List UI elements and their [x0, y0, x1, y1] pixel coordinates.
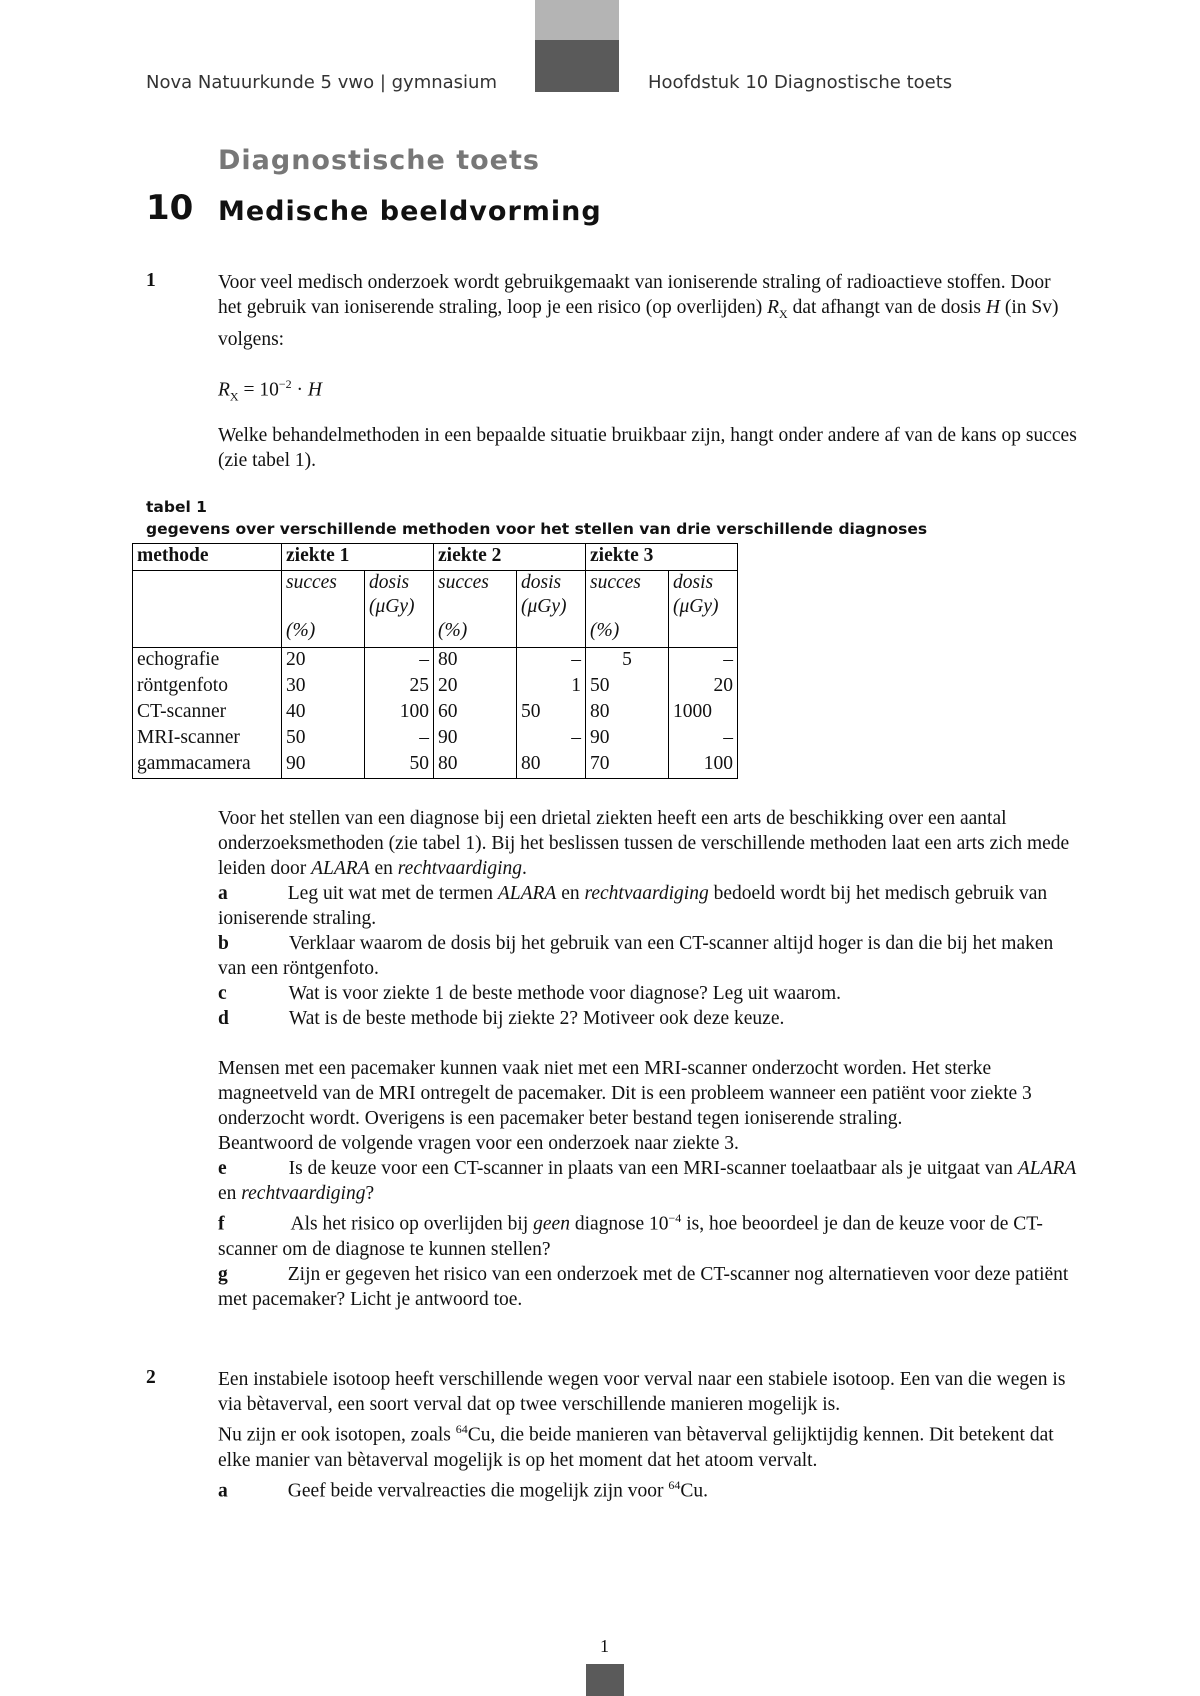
page-number: 1: [600, 1636, 609, 1656]
table-label: tabel 1: [146, 498, 207, 516]
cell-dose: –: [365, 726, 434, 752]
chapter-number: 10: [146, 188, 194, 228]
cell-method: röntgenfoto: [133, 674, 282, 700]
question-number-2: 2: [146, 1367, 156, 1388]
cell-dose: –: [669, 648, 738, 675]
subquestion-d: d Wat is de beste methode bij ziekte 2? Motiveer ook deze keuze.: [218, 1008, 785, 1029]
subquestion-2a: a Geef beide vervalreacties die mogelijk zijn voor $^{64}$Cu.: [218, 1477, 709, 1501]
cell-success: 80: [434, 648, 517, 675]
cell-dose: –: [517, 726, 586, 752]
col-disease-1: ziekte 1: [282, 544, 434, 571]
page-title: Medische beeldvorming: [218, 196, 602, 227]
subheader-success-1: succes (%): [282, 571, 365, 648]
page-subtitle: Diagnostische toets: [218, 145, 540, 176]
methods-table: [132, 543, 738, 779]
paragraph-pacemaker: Mensen met een pacemaker kunnen vaak niet met een MRI-scanner onderzocht worden. Het sterke magneetveld van de MRI ontregelt de pacemaker. Dit is een probleem wanneer een patiënt voor ziekte 3 onderzocht wordt. Overigens is een pacemaker beter bestand tegen ioniserende straling.: [218, 1058, 1032, 1129]
cell-dose: 80: [517, 752, 586, 779]
question-number-1: 1: [146, 270, 156, 291]
col-method: methode: [133, 544, 282, 571]
cell-success: 40: [282, 700, 365, 726]
subheader-success-2: succes (%): [434, 571, 517, 648]
risk-formula: $R_X = 10^{-2} \cdot H$: [218, 377, 322, 404]
table-row: [133, 700, 738, 726]
paragraph-instruction: Beantwoord de volgende vragen voor een onderzoek naar ziekte 3.: [218, 1133, 739, 1154]
cell-dose: 1000: [669, 700, 738, 726]
header-tab-light: [535, 0, 619, 40]
table-header-row: [133, 544, 738, 571]
header-tab-dark: [535, 40, 619, 92]
cell-success: 5: [586, 648, 669, 675]
paragraph-alara: Voor het stellen van een diagnose bij een drietal ziekten heeft een arts de beschikking over een aantal onderzoeksmethoden (zie tabel 1). Bij het beslissen tussen de verschillende methoden laat een arts zich mede leiden door ALARA en rechtvaardiging.: [218, 808, 1070, 879]
paragraph-copper: Nu zijn er ook isotopen, zoals $^{64}$Cu, die beide manieren van bètaverval gelijktijdig kennen. Dit betekent dat elke manier van bètaverval mogelijk is op het moment dat het atoom vervalt.: [218, 1422, 1054, 1471]
table-subheader-row: [133, 571, 738, 648]
cell-dose: 1: [517, 674, 586, 700]
cell-success: 90: [434, 726, 517, 752]
cell-dose: 50: [365, 752, 434, 779]
subquestion-a: a Leg uit wat met de termen ALARA en rechtvaardiging bedoeld wordt bij het medisch gebruik van ioniserende straling.: [218, 883, 1048, 929]
cell-method: gammacamera: [133, 752, 282, 779]
cell-success: 90: [282, 752, 365, 779]
subheader-empty: [133, 571, 282, 648]
table-caption: [146, 496, 927, 540]
subheader-dose-1: dosis (μGy): [365, 571, 434, 648]
cell-success: 90: [586, 726, 669, 752]
question-1-intro: Voor veel medisch onderzoek wordt gebruikgemaakt van ioniserende straling of radioactieve stoffen. Door het gebruik van ioniserende straling, loop je een risico (op overlijden) $R_X$ dat afhangt van de dosis H (in Sv) volgens:: [218, 272, 1059, 350]
cell-method: MRI-scanner: [133, 726, 282, 752]
header-book-title: Nova Natuurkunde 5 vwo | gymnasium: [146, 72, 497, 93]
cell-success: 20: [434, 674, 517, 700]
cell-success: 60: [434, 700, 517, 726]
cell-method: echografie: [133, 648, 282, 675]
cell-success: 80: [434, 752, 517, 779]
cell-dose: –: [669, 726, 738, 752]
cell-success: 80: [586, 700, 669, 726]
footer-tab: [586, 1664, 624, 1696]
cell-dose: 50: [517, 700, 586, 726]
cell-method: CT-scanner: [133, 700, 282, 726]
table-description: gegevens over verschillende methoden voor het stellen van drie verschillende diagnoses: [146, 520, 928, 538]
cell-dose: –: [517, 648, 586, 675]
table-row: [133, 752, 738, 779]
cell-success: 30: [282, 674, 365, 700]
subheader-dose-3: dosis (μGy): [669, 571, 738, 648]
paragraph-isotope: Een instabiele isotoop heeft verschillende wegen voor verval naar een stabiele isotoop. Een van die wegen is via bètaverval, een soort verval dat op twee verschillende manieren mogelijk is.: [218, 1369, 1066, 1415]
subquestion-c: c Wat is voor ziekte 1 de beste methode voor diagnose? Leg uit waarom.: [218, 983, 842, 1004]
header-chapter: Hoofdstuk 10 Diagnostische toets: [648, 72, 953, 93]
subquestion-g: g Zijn er gegeven het risico van een onderzoek met de CT-scanner nog alternatieven voor deze patiënt met pacemaker? Licht je antwoord toe.: [218, 1263, 1069, 1310]
col-disease-3: ziekte 3: [586, 544, 738, 571]
cell-success: 20: [282, 648, 365, 675]
cell-dose: –: [365, 648, 434, 675]
table-row: [133, 726, 738, 752]
table-row: [133, 674, 738, 700]
cell-dose: 100: [365, 700, 434, 726]
subquestion-b: b Verklaar waarom de dosis bij het gebruik van een CT-scanner altijd hoger is dan die bij het maken van een röntgenfoto.: [218, 933, 1054, 979]
subheader-dose-2: dosis (μGy): [517, 571, 586, 648]
question-1-body: [218, 806, 1078, 1312]
question-2-body: [218, 1367, 1078, 1503]
question-1-intro-2: Welke behandelmethoden in een bepaalde situatie bruikbaar zijn, hangt onder andere af van de kans op succes (zie tabel 1).: [218, 425, 1077, 471]
table-row: [133, 648, 738, 675]
cell-dose: 20: [669, 674, 738, 700]
cell-success: 70: [586, 752, 669, 779]
col-disease-2: ziekte 2: [434, 544, 586, 571]
subquestion-f: f Als het risico op overlijden bij geen diagnose $10^{-4}$ is, hoe beoordeel je dan de keuze voor de CT-scanner om de diagnose te kunnen stellen?: [218, 1211, 1043, 1260]
cell-success: 50: [282, 726, 365, 752]
cell-dose: 25: [365, 674, 434, 700]
subquestion-e: e Is de keuze voor een CT-scanner in plaats van een MRI-scanner toelaatbaar als je uitgaat van ALARA en rechtvaardiging?: [218, 1158, 1077, 1204]
cell-success: 50: [586, 674, 669, 700]
subheader-success-3: succes (%): [586, 571, 669, 648]
cell-dose: 100: [669, 752, 738, 779]
